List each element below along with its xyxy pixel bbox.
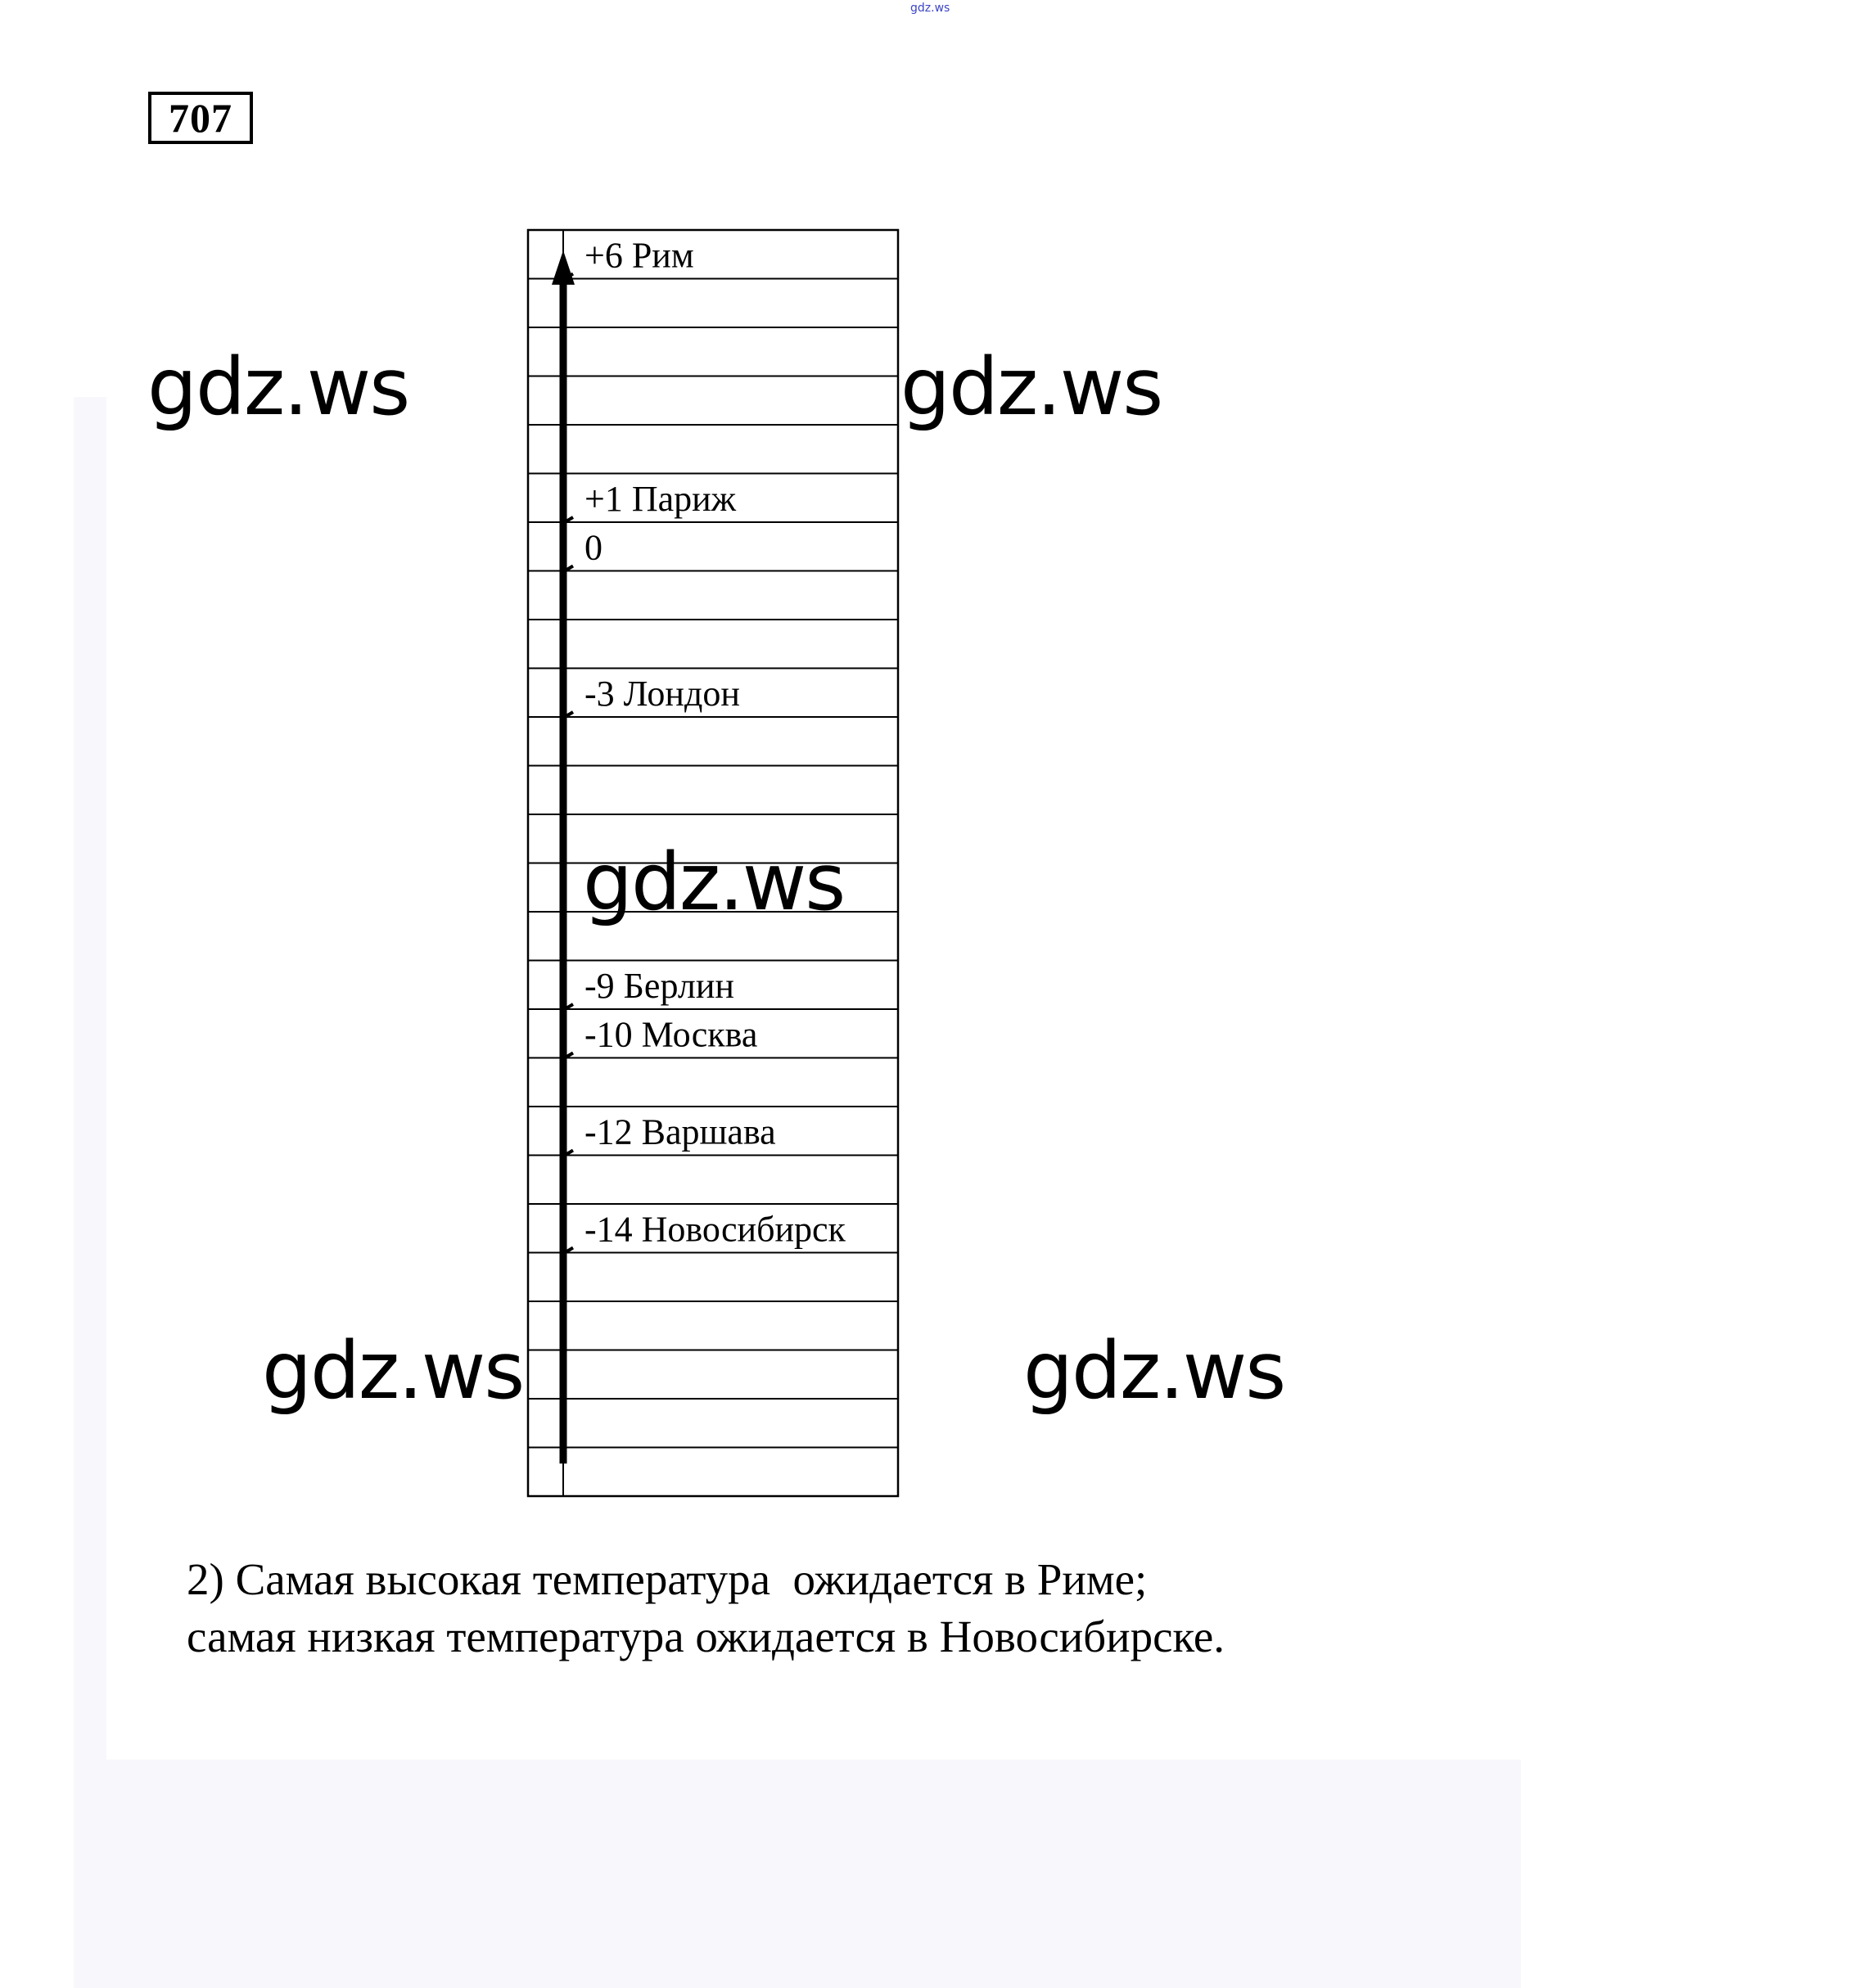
axis-marks	[565, 236, 846, 1253]
answer-text	[187, 1551, 1225, 1666]
header-watermark: gdz.ws	[910, 2, 950, 15]
watermark-bottom-right: gdz.ws	[1023, 1325, 1285, 1417]
watermark-bottom-left: gdz.ws	[262, 1325, 524, 1417]
point-label: +1 Париж	[584, 479, 737, 519]
point-label: +6 Рим	[584, 235, 694, 276]
answer-line-2: самая низкая температура ожидается в Новосибирске.	[187, 1612, 1225, 1661]
point-label: -12 Варшава	[584, 1111, 776, 1152]
point-label: -10 Москва	[584, 1014, 758, 1055]
answer-line-1: 2) Самая высокая температура ожидается в Риме;	[187, 1554, 1148, 1604]
problem-number: 707	[148, 92, 253, 144]
point-label: -14 Новосибирск	[584, 1209, 846, 1250]
vertical-axis	[552, 250, 575, 1463]
watermark-top-right: gdz.ws	[900, 341, 1162, 433]
watermark-top-left: gdz.ws	[147, 341, 409, 433]
axis-arrowhead	[552, 250, 575, 285]
point-label: -3 Лондон	[584, 674, 740, 714]
point-label: 0	[584, 527, 603, 568]
watermark-center: gdz.ws	[583, 836, 845, 928]
point-label: -9 Берлин	[584, 966, 734, 1006]
